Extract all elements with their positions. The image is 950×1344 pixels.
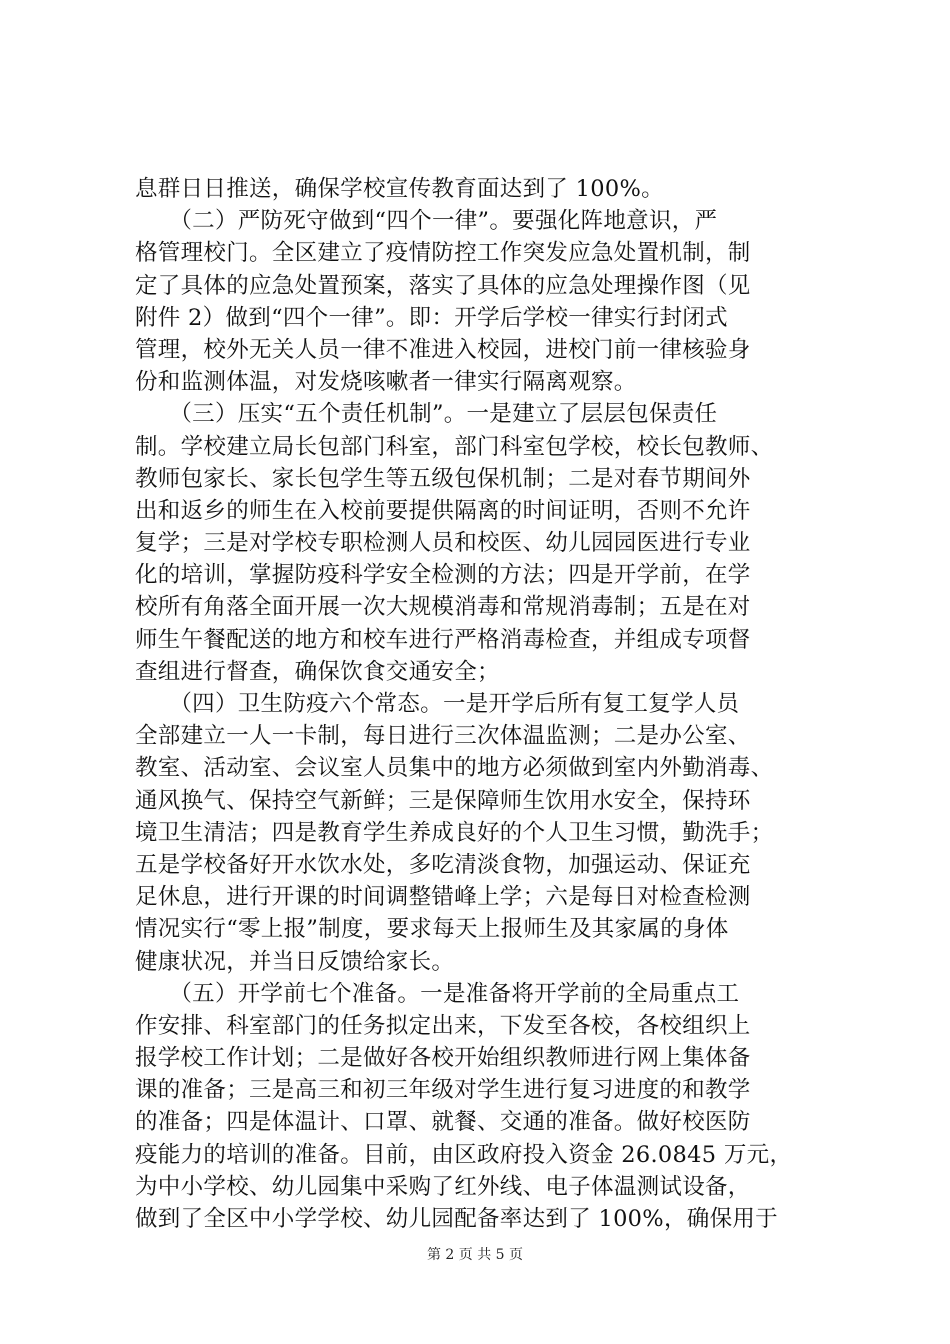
text-line: 报学校工作计划；二是做好各校开始组织教师进行网上集体备 [135,1045,751,1072]
text-line: 格管理校门。全区建立了疫情防控工作突发应急处置机制，制 [135,240,751,267]
text-line: 师生午餐配送的地方和校车进行严格消毒检查，并组成专项督 [135,626,751,653]
text-line: 通风换气、保持空气新鲜；三是保障师生饮用水安全，保持环 [135,787,751,814]
text-line: 份和监测体温，对发烧咳嗽者一律实行隔离观察。 [135,369,637,396]
text-line: 健康状况，并当日反馈给家长。 [135,948,455,975]
page-footer: 第 2 页 共 5 页 [426,1247,524,1263]
text-line: （二）严防死守做到“四个一律”。要强化阵地意识，严 [135,208,718,235]
text-line: 定了具体的应急处置预案，落实了具体的应急处理操作图（见 [135,272,751,299]
text-line: 附件 2）做到“四个一律”。即：开学后学校一律实行封闭式 [135,304,728,331]
text-line: 制。学校建立局长包部门科室，部门科室包学校，校长包教师、 [135,433,774,460]
text-line: 情况实行“零上报”制度，要求每天上报师生及其家属的身体 [135,916,729,943]
document-body [135,173,835,1235]
text-line: 全部建立一人一卡制，每日进行三次体温监测；二是办公室、 [135,723,751,750]
text-line: 校所有角落全面开展一次大规模消毒和常规消毒制；五是在对 [135,594,751,621]
text-line: 境卫生清洁；四是教育学生养成良好的个人卫生习惯，勤洗手； [135,819,774,846]
text-line: （三）压实“五个责任机制”。一是建立了层层包保责任 [135,401,718,428]
text-line: 教师包家长、家长包学生等五级包保机制；二是对春节期间外 [135,465,751,492]
text-line: 化的培训，掌握防疫科学安全检测的方法；四是开学前，在学 [135,562,751,589]
text-line: 疫能力的培训的准备。目前，由区政府投入资金 26.0845 万元， [135,1141,793,1168]
text-line: 足休息，进行开课的时间调整错峰上学；六是每日对检查检测 [135,884,751,911]
text-line: 为中小学校、幼儿园集中采购了红外线、电子体温测试设备， [135,1173,751,1200]
text-line: 五是学校备好开水饮水处，多吃清淡食物，加强运动、保证充 [135,851,751,878]
text-line: （四）卫生防疫六个常态。一是开学后所有复工复学人员 [135,691,740,717]
text-line: 查组进行督查，确保饮食交通安全； [135,658,500,685]
text-line: 课的准备；三是高三和初三年级对学生进行复习进度的和教学 [135,1077,751,1104]
text-line: 的准备；四是体温计、口罩、就餐、交通的准备。做好校医防 [135,1109,751,1136]
text-line: 出和返乡的师生在入校前要提供隔离的时间证明，否则不允许 [135,497,751,524]
text-line: 教室、活动室、会议室人员集中的地方必须做到室内外勤消毒、 [135,755,774,782]
text-line: （五）开学前七个准备。一是准备将开学前的全局重点工 [135,980,740,1007]
text-line: 复学；三是对学校专职检测人员和校医、幼儿园园医进行专业 [135,530,751,557]
text-line: 息群日日推送，确保学校宣传教育面达到了 100%。 [135,176,664,202]
text-line: 做到了全区中小学学校、幼儿园配备率达到了 100%，确保用于 [135,1206,778,1232]
text-line: 作安排、科室部门的任务拟定出来，下发至各校，各校组织上 [135,1012,751,1039]
text-line: 管理，校外无关人员一律不准进入校园，进校门前一律核验身 [135,336,751,363]
